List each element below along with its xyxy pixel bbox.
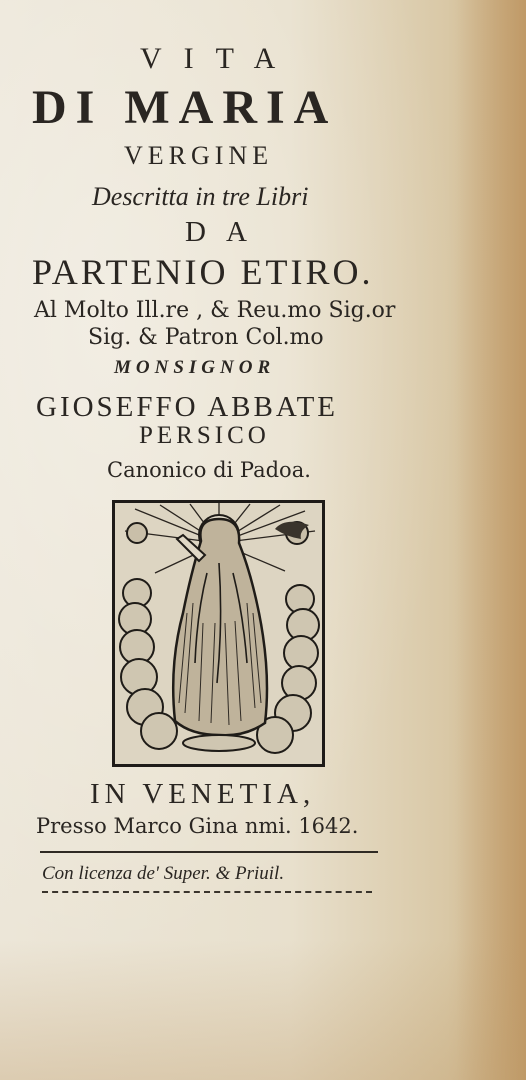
dedication-line-1: Al Molto Ill.re , & Reu.mo Sig.or xyxy=(34,298,396,323)
byline-da: DA xyxy=(185,216,267,248)
dedication-line-2: Sig. & Patron Col.mo xyxy=(88,325,324,350)
title-line-vergine: VERGINE xyxy=(124,141,274,170)
subtitle-descritta: Descritta in tre Libri xyxy=(92,182,309,211)
woodcut-illustration xyxy=(115,503,322,764)
paper-stain xyxy=(456,0,526,1080)
license-rule xyxy=(42,891,372,893)
title-line-di-maria: DI MARIA xyxy=(32,81,338,134)
dedicatee-title: Canonico di Padoa. xyxy=(107,458,311,482)
title-line-vita: VITA xyxy=(140,42,298,75)
paper-stain-bottom xyxy=(0,940,526,1080)
license-line: Con licenza de' Super. & Priuil. xyxy=(42,863,285,884)
imprint-place: IN VENETIA, xyxy=(90,778,316,810)
author-name: PARTENIO ETIRO. xyxy=(32,252,374,292)
dedication-monsignor: MONSIGNOR xyxy=(114,357,276,378)
dedicatee-surname: PERSICO xyxy=(139,422,270,449)
imprint-printer: Presso Marco Gina nmi. 1642. xyxy=(36,814,359,838)
dedicatee-name: GIOSEFFO ABBATE xyxy=(36,391,339,423)
imprint-rule xyxy=(40,851,378,853)
virgin-mary-woodcut-icon xyxy=(112,500,325,767)
